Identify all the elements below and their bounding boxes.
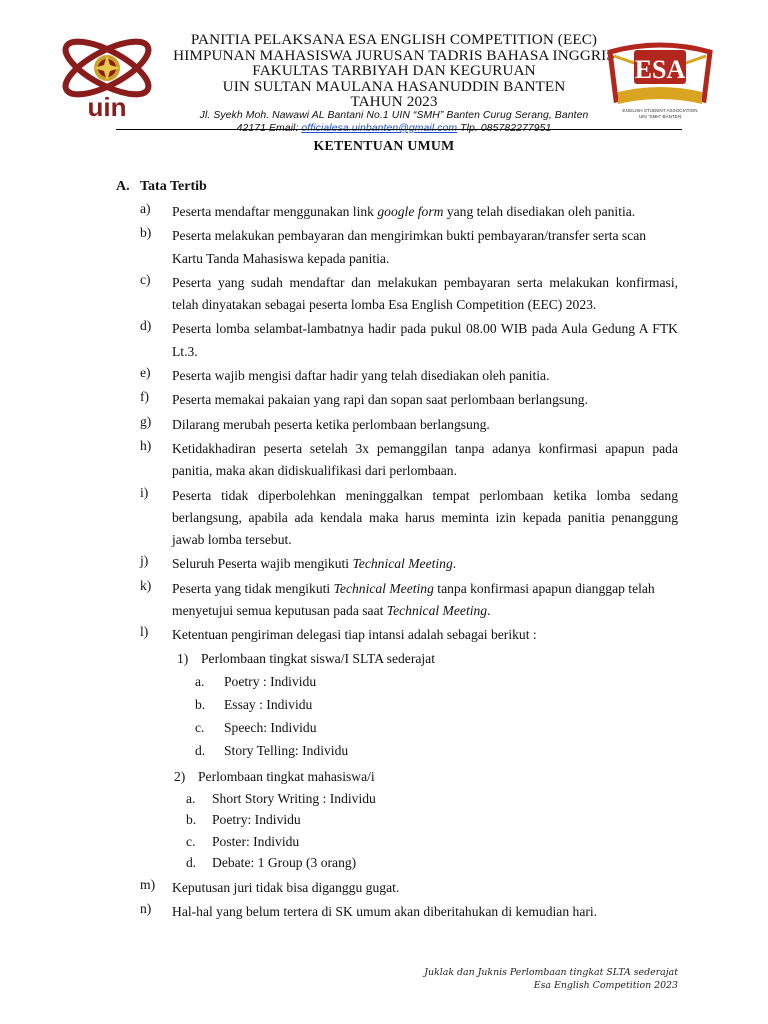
delegation-entry bbox=[174, 809, 768, 830]
section-heading bbox=[116, 179, 207, 195]
item-marker: b) bbox=[140, 225, 152, 241]
list-item bbox=[0, 553, 768, 575]
entry-marker: d. bbox=[186, 854, 197, 870]
delegation-heading bbox=[174, 766, 768, 788]
item-marker: l) bbox=[140, 624, 149, 640]
entry-marker: a. bbox=[195, 673, 205, 689]
entry-text: Speech: Individu bbox=[224, 720, 317, 736]
delegation-entry bbox=[177, 716, 768, 739]
item-marker: d) bbox=[140, 318, 152, 334]
delegation-group bbox=[177, 648, 768, 763]
list-item bbox=[0, 901, 768, 923]
item-text bbox=[172, 201, 678, 223]
entry-text: Poetry: Individu bbox=[212, 812, 301, 828]
item-text: Ketidakhadiran peserta setelah 3x pemanggilan tanpa adanya konfirmasi apapun pada panitia, maka akan didiskualifikasi dari perlombaan. bbox=[172, 440, 678, 479]
item-text-emphasis: google form bbox=[377, 204, 444, 219]
item-text: Peserta yang sudah mendaftar dan melakukan pembayaran serta melakukan konfirmasi, telah dinyatakan sebagai peserta lomba Esa English Competition (EEC) 2023. bbox=[172, 274, 678, 313]
esa-logo-caption-2: UIN “SMH” BANTEN bbox=[638, 114, 682, 119]
item-text: Hal-hal yang belum tertera di SK umum akan diberitahukan di kemudian hari. bbox=[172, 904, 598, 920]
delegation-title: Perlombaan tingkat mahasiswa/i bbox=[198, 769, 375, 785]
delegation-group bbox=[174, 766, 768, 872]
item-text-emphasis: Technical Meeting bbox=[352, 556, 453, 572]
list-item bbox=[0, 578, 768, 623]
email-link[interactable]: officialesa.uinbanten@gmail.com bbox=[301, 122, 458, 134]
item-marker: m) bbox=[140, 876, 156, 892]
item-marker: h) bbox=[140, 437, 152, 453]
entry-text: Poster: Individu bbox=[212, 833, 300, 849]
entry-marker: d. bbox=[195, 743, 206, 759]
item-text-emphasis: Technical Meeting bbox=[386, 603, 488, 619]
esa-logo-caption-1: ENGLISH STUDENT ASSOCIATION bbox=[622, 108, 698, 113]
letterhead-line-3: FAKULTAS TARBIYAH DAN KEGURUAN bbox=[252, 62, 536, 80]
item-text: Peserta tidak diperbolehkan meninggalkan tempat perlombaan ketika lomba sedang berlangsung, apabila ada kendala maka harus meminta izin kepada panitia penanggung jawab lomba tersebut. bbox=[172, 487, 678, 548]
entry-text: Debate: 1 Group (3 orang) bbox=[212, 854, 357, 870]
address-prefix: 42171 Email: bbox=[236, 122, 302, 134]
item-text: Ketentuan pengiriman delegasi tiap intansi adalah sebagai berikut : bbox=[172, 627, 537, 643]
letterhead-line-1: PANITIA PELAKSANA ESA ENGLISH COMPETITION (EEC) bbox=[190, 31, 598, 48]
list-item bbox=[0, 414, 768, 436]
item-marker: k) bbox=[140, 577, 152, 593]
delegation-heading bbox=[177, 648, 768, 670]
delegation-title: Perlombaan tingkat siswa/I SLTA sederajat bbox=[201, 650, 435, 666]
entry-marker: b. bbox=[186, 812, 197, 828]
delegation-number: 2) bbox=[174, 769, 186, 785]
letterhead-line-5: TAHUN 2023 bbox=[350, 93, 438, 111]
entry-text: Poetry : Individu bbox=[224, 673, 317, 689]
item-text-part: . bbox=[452, 556, 457, 572]
delegation-entry bbox=[174, 831, 768, 852]
entry-text: Short Story Writing : Individu bbox=[212, 791, 376, 807]
list-item bbox=[0, 318, 768, 363]
list-item bbox=[0, 272, 768, 317]
item-text: Peserta melakukan pembayaran dan mengirimkan bukti pembayaran/transfer serta scan Kartu Tanda Mahasiswa kepada panitia. bbox=[172, 228, 647, 266]
delegation-entry bbox=[177, 693, 768, 716]
entry-marker: c. bbox=[186, 833, 196, 849]
uin-logo-text: uin bbox=[87, 92, 127, 122]
delegation-entry bbox=[177, 739, 768, 762]
item-text: Dilarang merubah peserta ketika perlombaan berlangsung. bbox=[172, 416, 490, 432]
item-text bbox=[172, 553, 678, 575]
item-marker: a) bbox=[140, 201, 151, 216]
item-text: Peserta lomba selambat-lambatnya hadir pada pukul 08.00 WIB pada Aula Gedung A FTK Lt.3. bbox=[172, 321, 678, 359]
list-item bbox=[0, 877, 768, 899]
item-marker: n) bbox=[140, 901, 152, 917]
item-text-part: tanpa konfirmasi apapun dianggap telah menyetujui semua keputusan pada saat bbox=[172, 580, 655, 619]
item-marker: j) bbox=[140, 553, 149, 569]
page-footer bbox=[424, 966, 678, 992]
item-marker: c) bbox=[140, 271, 151, 287]
list-item bbox=[0, 389, 768, 411]
entry-marker: c. bbox=[195, 720, 205, 736]
item-text: Keputusan juri tidak bisa diganggu gugat. bbox=[172, 879, 400, 895]
item-marker: i) bbox=[140, 484, 149, 500]
letterhead-address-1: Jl. Syekh Moh. Nawawi AL Bantani No.1 UIN “SMH” Banten Curug Serang, Banten bbox=[199, 109, 589, 121]
rules-list bbox=[0, 201, 768, 925]
item-marker: e) bbox=[140, 365, 151, 381]
item-text-part: . bbox=[487, 603, 491, 619]
letterhead-divider bbox=[116, 129, 682, 130]
delegation-number: 1) bbox=[177, 650, 189, 666]
entry-marker: b. bbox=[195, 696, 206, 712]
item-marker: f) bbox=[140, 389, 150, 405]
list-item bbox=[0, 485, 768, 552]
item-text: Peserta wajib mengisi daftar hadir yang telah disediakan oleh panitia. bbox=[172, 368, 550, 384]
footer-line-2: Esa English Competition 2023 bbox=[533, 980, 678, 991]
document-title: KETENTUAN UMUM bbox=[313, 138, 455, 153]
letterhead-line-4: UIN SULTAN MAULANA HASANUDDIN BANTEN bbox=[222, 77, 566, 95]
item-text-emphasis: Technical Meeting bbox=[333, 580, 434, 596]
delegation-entry bbox=[174, 852, 768, 873]
address-suffix: Tlp. 085782277951 bbox=[457, 122, 552, 134]
letterhead bbox=[150, 32, 638, 136]
list-item bbox=[0, 438, 768, 483]
uin-logo bbox=[56, 28, 158, 124]
item-text-part: Peserta mendaftar menggunakan link bbox=[172, 204, 378, 219]
section-marker: A. bbox=[116, 179, 130, 194]
list-item bbox=[0, 201, 768, 223]
letterhead-line-2: HIMPUNAN MAHASISWA JURUSAN TADRIS BAHASA INGGRIS bbox=[173, 46, 615, 64]
section-title: Tata Tertib bbox=[140, 179, 207, 194]
list-item bbox=[0, 365, 768, 387]
list-item bbox=[0, 624, 768, 646]
item-text-part: Peserta yang tidak mengikuti bbox=[172, 580, 334, 596]
entry-text: Story Telling: Individu bbox=[224, 743, 349, 759]
item-text-part: Seluruh Peserta wajib mengikuti bbox=[172, 556, 353, 572]
footer-line-1: Juklak dan Juknis Perlombaan tingkat SLTA sederajat bbox=[424, 967, 678, 978]
esa-logo-text: ESA bbox=[634, 55, 686, 84]
esa-logo bbox=[604, 38, 716, 124]
item-text: Peserta memakai pakaian yang rapi dan sopan saat perlombaan berlangsung. bbox=[172, 392, 588, 408]
entry-marker: a. bbox=[186, 791, 196, 807]
delegation-entry bbox=[177, 670, 768, 693]
item-text bbox=[172, 578, 678, 623]
list-item bbox=[0, 225, 768, 270]
item-marker: g) bbox=[140, 413, 152, 429]
delegation-entry bbox=[174, 788, 768, 809]
entry-text: Essay : Individu bbox=[224, 696, 313, 712]
item-text-part: yang telah disediakan oleh panitia. bbox=[443, 204, 636, 219]
